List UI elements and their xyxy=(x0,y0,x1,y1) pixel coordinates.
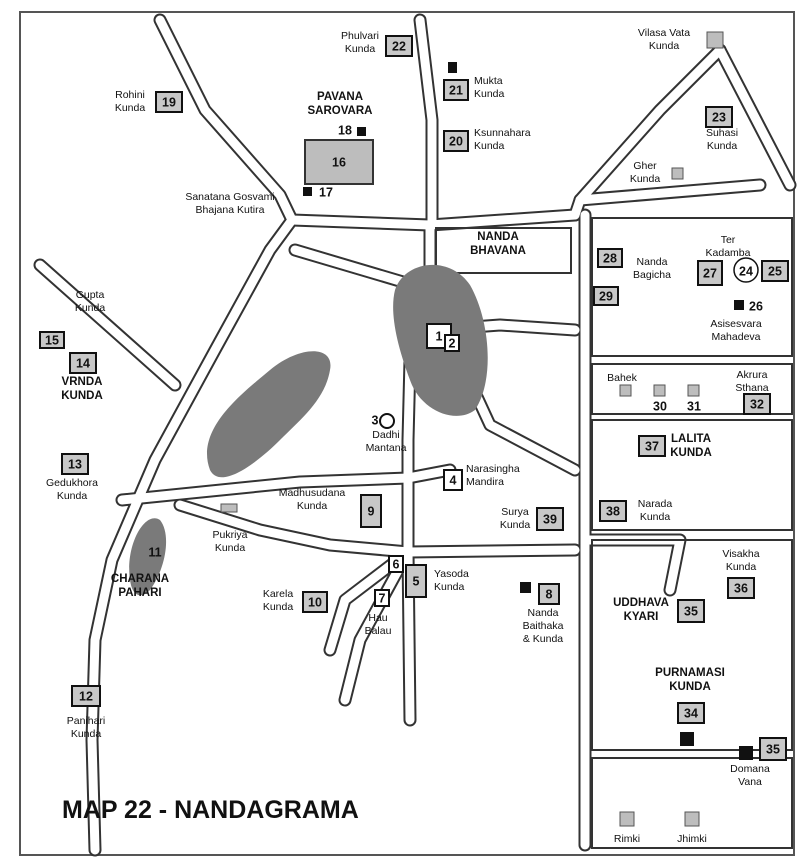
marker-28 xyxy=(598,249,622,267)
label-karela: Karela Kunda xyxy=(262,588,294,613)
svg-text:36: 36 xyxy=(734,581,748,596)
label-hau-balau: Hau Balau xyxy=(364,612,392,637)
dadhi-mantana-circle xyxy=(380,414,394,428)
label-ter-kadamba: Ter Kadamba xyxy=(705,234,751,259)
marker-19 xyxy=(156,92,182,112)
svg-text:9: 9 xyxy=(367,504,375,519)
marker-31 xyxy=(687,400,701,414)
svg-text:37: 37 xyxy=(645,439,659,454)
marker-15 xyxy=(40,332,64,348)
marker-35-domana xyxy=(760,738,786,760)
marker-9 xyxy=(361,495,381,527)
svg-text:10: 10 xyxy=(308,595,322,610)
svg-text:21: 21 xyxy=(449,83,463,98)
label-phulvari: Phulvari Kunda xyxy=(341,30,379,55)
svg-text:18: 18 xyxy=(338,123,352,138)
label-narada: Narada Kunda xyxy=(637,498,673,523)
label-vilasa-vata: Vilasa Vata Kunda xyxy=(637,27,691,52)
marker-22 xyxy=(386,36,412,56)
svg-text:35: 35 xyxy=(684,604,698,619)
label-rimki: Rimki xyxy=(613,833,641,845)
label-nanda-bagicha: Nanda Bagicha xyxy=(633,256,671,281)
svg-text:31: 31 xyxy=(687,399,701,414)
svg-text:27: 27 xyxy=(703,266,717,281)
marker-39 xyxy=(537,508,563,530)
marker-7 xyxy=(375,590,389,606)
label-jhimki: Jhimki xyxy=(677,833,707,845)
svg-text:39: 39 xyxy=(543,512,557,527)
svg-text:25: 25 xyxy=(768,264,782,279)
marker-27 xyxy=(698,261,722,285)
svg-text:35: 35 xyxy=(766,742,780,757)
marker-10 xyxy=(303,592,327,612)
svg-text:23: 23 xyxy=(712,110,726,125)
marker-4 xyxy=(444,470,462,490)
label-bahek: Bahek xyxy=(607,372,637,384)
label-yasoda: Yasoda Kunda xyxy=(434,568,469,593)
label-vrnda: VRNDA KUNDA xyxy=(61,376,103,402)
label-nanda-baithaka: Nanda Baithaka & Kunda xyxy=(522,607,564,645)
label-visakha: Visakha Kunda xyxy=(722,548,760,573)
marker-12 xyxy=(72,686,100,706)
svg-text:2: 2 xyxy=(448,336,456,351)
label-nanda-bhavana: NANDA BHAVANA xyxy=(470,231,526,257)
svg-text:14: 14 xyxy=(76,356,90,371)
svg-text:11: 11 xyxy=(148,545,162,560)
label-pukriya: Pukriya Kunda xyxy=(212,529,248,554)
marker-5 xyxy=(406,565,426,597)
label-mukta: Mukta Kunda xyxy=(474,75,505,100)
label-uddhava: UDDHAVA KYARI xyxy=(613,597,669,623)
marker-37 xyxy=(639,436,665,456)
marker-38 xyxy=(600,501,626,521)
label-ksunnahara: Ksunnahara Kunda xyxy=(474,127,531,152)
marker-17 xyxy=(319,186,333,200)
svg-text:19: 19 xyxy=(162,95,176,110)
svg-text:1: 1 xyxy=(435,329,443,344)
marker-32 xyxy=(744,394,770,414)
label-lalita: LALITA KUNDA xyxy=(670,433,712,459)
label-gedukhora: Gedukhora Kunda xyxy=(46,477,98,502)
svg-text:26: 26 xyxy=(749,299,763,314)
marker-30 xyxy=(653,400,667,414)
label-sanatana: Sanatana Gosvami Bhajana Kutira xyxy=(185,191,275,216)
label-pavana: PAVANA SAROVARA xyxy=(307,91,373,117)
label-panihari: Panihari Kunda xyxy=(66,715,106,740)
label-purnamasi: PURNAMASI KUNDA xyxy=(655,667,725,693)
marker-11 xyxy=(148,546,161,560)
label-asisesvara: Asisesvara Mahadeva xyxy=(710,318,762,343)
marker-3 xyxy=(372,414,379,428)
svg-text:5: 5 xyxy=(412,574,420,589)
label-dadhi: Dadhi Mantana xyxy=(365,429,407,454)
marker-26 xyxy=(749,300,763,314)
label-surya: Surya Kunda xyxy=(499,506,531,531)
marker-21 xyxy=(444,80,468,100)
marker-25 xyxy=(762,261,788,281)
svg-text:8: 8 xyxy=(545,587,553,602)
svg-text:29: 29 xyxy=(599,289,613,304)
svg-text:12: 12 xyxy=(79,689,93,704)
svg-text:32: 32 xyxy=(750,397,764,412)
marker-18 xyxy=(338,124,352,138)
marker-29 xyxy=(594,287,618,305)
label-madhusudana: Madhusudana Kunda xyxy=(278,487,346,512)
svg-text:22: 22 xyxy=(392,39,406,54)
svg-text:13: 13 xyxy=(68,457,82,472)
marker-36 xyxy=(728,578,754,598)
marker-34 xyxy=(678,703,704,723)
label-gher: Gher Kunda xyxy=(629,160,661,185)
marker-35 xyxy=(678,600,704,622)
svg-text:38: 38 xyxy=(606,504,620,519)
svg-text:16: 16 xyxy=(332,155,346,170)
svg-text:28: 28 xyxy=(603,251,617,266)
label-narasingha: Narasingha Mandira xyxy=(466,463,520,488)
svg-text:24: 24 xyxy=(739,264,753,279)
svg-text:3: 3 xyxy=(371,413,379,428)
map-title: MAP 22 - NANDAGRAMA xyxy=(62,796,359,824)
svg-text:6: 6 xyxy=(392,557,400,572)
svg-text:4: 4 xyxy=(449,473,457,488)
label-akrura: Akrura Sthana xyxy=(735,369,769,394)
svg-text:7: 7 xyxy=(378,591,386,606)
marker-24 xyxy=(739,265,753,279)
marker-20 xyxy=(444,131,468,151)
svg-text:17: 17 xyxy=(319,185,333,200)
marker-23 xyxy=(706,107,732,127)
marker-16 xyxy=(332,156,346,170)
label-suhasi: Suhasi Kunda xyxy=(705,127,739,152)
marker-2 xyxy=(445,335,459,351)
svg-text:15: 15 xyxy=(45,333,59,348)
marker-8 xyxy=(539,584,559,604)
label-charana: CHARANA PAHARI xyxy=(110,573,170,599)
label-gupta: Gupta Kunda xyxy=(74,289,106,314)
label-rohini: Rohini Kunda xyxy=(114,89,146,114)
marker-6 xyxy=(389,556,403,572)
label-domana: Domana Vana xyxy=(730,763,770,788)
marker-14 xyxy=(70,353,96,373)
marker-13 xyxy=(62,454,88,474)
svg-text:20: 20 xyxy=(449,134,463,149)
svg-text:34: 34 xyxy=(684,706,698,721)
svg-text:30: 30 xyxy=(653,399,667,414)
